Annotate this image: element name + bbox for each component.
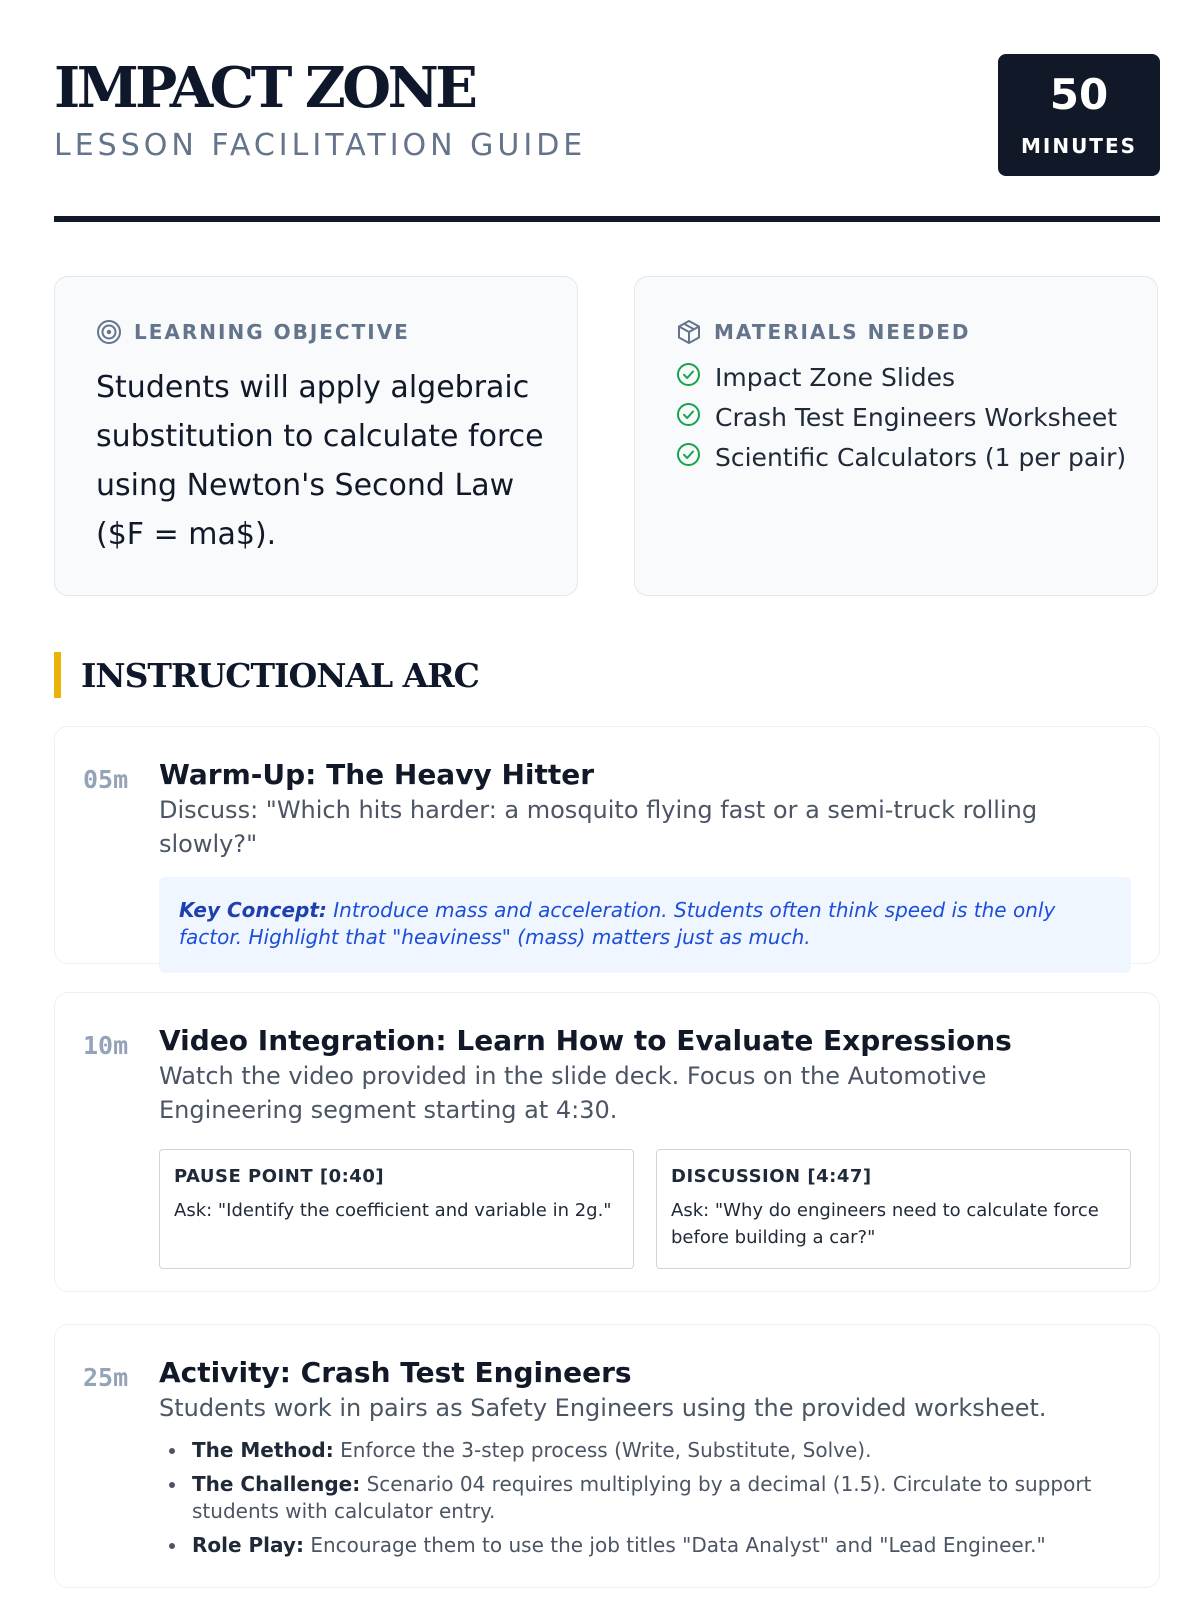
duration-badge [998,54,1160,176]
video-checkpoints [159,1149,1131,1269]
step-body [159,757,1131,973]
list-item [676,357,1126,397]
discussion-label: DISCUSSION [4:47] [671,1166,872,1187]
key-concept-callout [159,877,1131,973]
key-concept-label: Key Concept: [179,898,327,922]
discussion-text: Ask: "Why do engineers need to calculate force before building a car?" [671,1200,1099,1248]
key-concept-text: Introduce mass and acceleration. Students often think speed is the only factor. Highlight that "heaviness" (mass) matters just as much. [179,898,1056,949]
list-item [676,437,1126,477]
step-body [159,1355,1131,1566]
list-item [159,1437,1131,1464]
check-circle-icon [676,402,701,433]
materials-list [676,357,1126,477]
learning-objective-heading: LEARNING OBJECTIVE [134,320,410,344]
arc-step-warm-up [54,726,1160,964]
learning-objective-text: Students will apply algebraic substitution to calculate force using Newton's Second Law ($F = ma$). [96,370,544,552]
check-circle-icon [676,442,701,473]
section-title: INSTRUCTIONAL ARC [81,655,479,695]
bullet-text: Scenario 04 requires multiplying by a decimal (1.5). Circulate to support students with calculator entry. [192,1472,1092,1523]
bullet-label: Role Play: [192,1533,304,1557]
step-duration: 05m [83,765,129,794]
activity-bullet-list [159,1437,1131,1559]
bullet-label: The Challenge: [192,1472,361,1496]
page-subtitle: LESSON FACILITATION GUIDE [54,128,587,163]
step-description: Students work in pairs as Safety Engineers using the provided worksheet. [159,1394,1047,1422]
bullet-text: Encourage them to use the job titles "Data Analyst" and "Lead Engineer." [310,1533,1046,1557]
step-title: Warm-Up: The Heavy Hitter [159,758,595,791]
pause-point-text: Ask: "Identify the coefficient and variable in 2g." [174,1200,612,1221]
header-divider [54,216,1160,222]
arc-step-video [54,992,1160,1292]
section-accent-bar [54,652,61,698]
target-icon [96,319,122,345]
pause-point-box [159,1149,634,1269]
arc-step-activity [54,1324,1160,1588]
duration-label: MINUTES [1020,134,1138,158]
pause-point-label: PAUSE POINT [0:40] [174,1166,385,1187]
bullet-label: The Method: [192,1438,334,1462]
box-icon [676,319,702,345]
step-duration: 10m [83,1031,129,1060]
step-body [159,1023,1131,1269]
materials-card [634,276,1158,596]
step-description: Watch the video provided in the slide deck. Focus on the Automotive Engineering segment starting at 4:30. [159,1062,987,1124]
list-item [676,397,1126,437]
materials-heading: MATERIALS NEEDED [714,320,971,344]
learning-objective-card [54,276,578,596]
duration-value: 50 [1049,70,1109,119]
material-label: Crash Test Engineers Worksheet [715,402,1118,432]
check-circle-icon [676,362,701,393]
learning-objective-header [96,319,410,345]
list-item [159,1471,1131,1525]
list-item [159,1532,1131,1559]
page-title: IMPACT ZONE [54,55,475,121]
discussion-box [656,1149,1131,1269]
step-title: Activity: Crash Test Engineers [159,1356,632,1389]
materials-header [676,319,971,345]
step-title: Video Integration: Learn How to Evaluate Expressions [159,1024,1012,1057]
bullet-text: Enforce the 3-step process (Write, Substitute, Solve). [340,1438,872,1462]
material-label: Impact Zone Slides [715,362,956,392]
step-duration: 25m [83,1363,129,1392]
material-label: Scientific Calculators (1 per pair) [715,442,1127,472]
instructional-arc-heading [54,652,479,698]
step-description: Discuss: "Which hits harder: a mosquito flying fast or a semi-truck rolling slowly?" [159,796,1038,858]
page-header [54,54,1160,176]
